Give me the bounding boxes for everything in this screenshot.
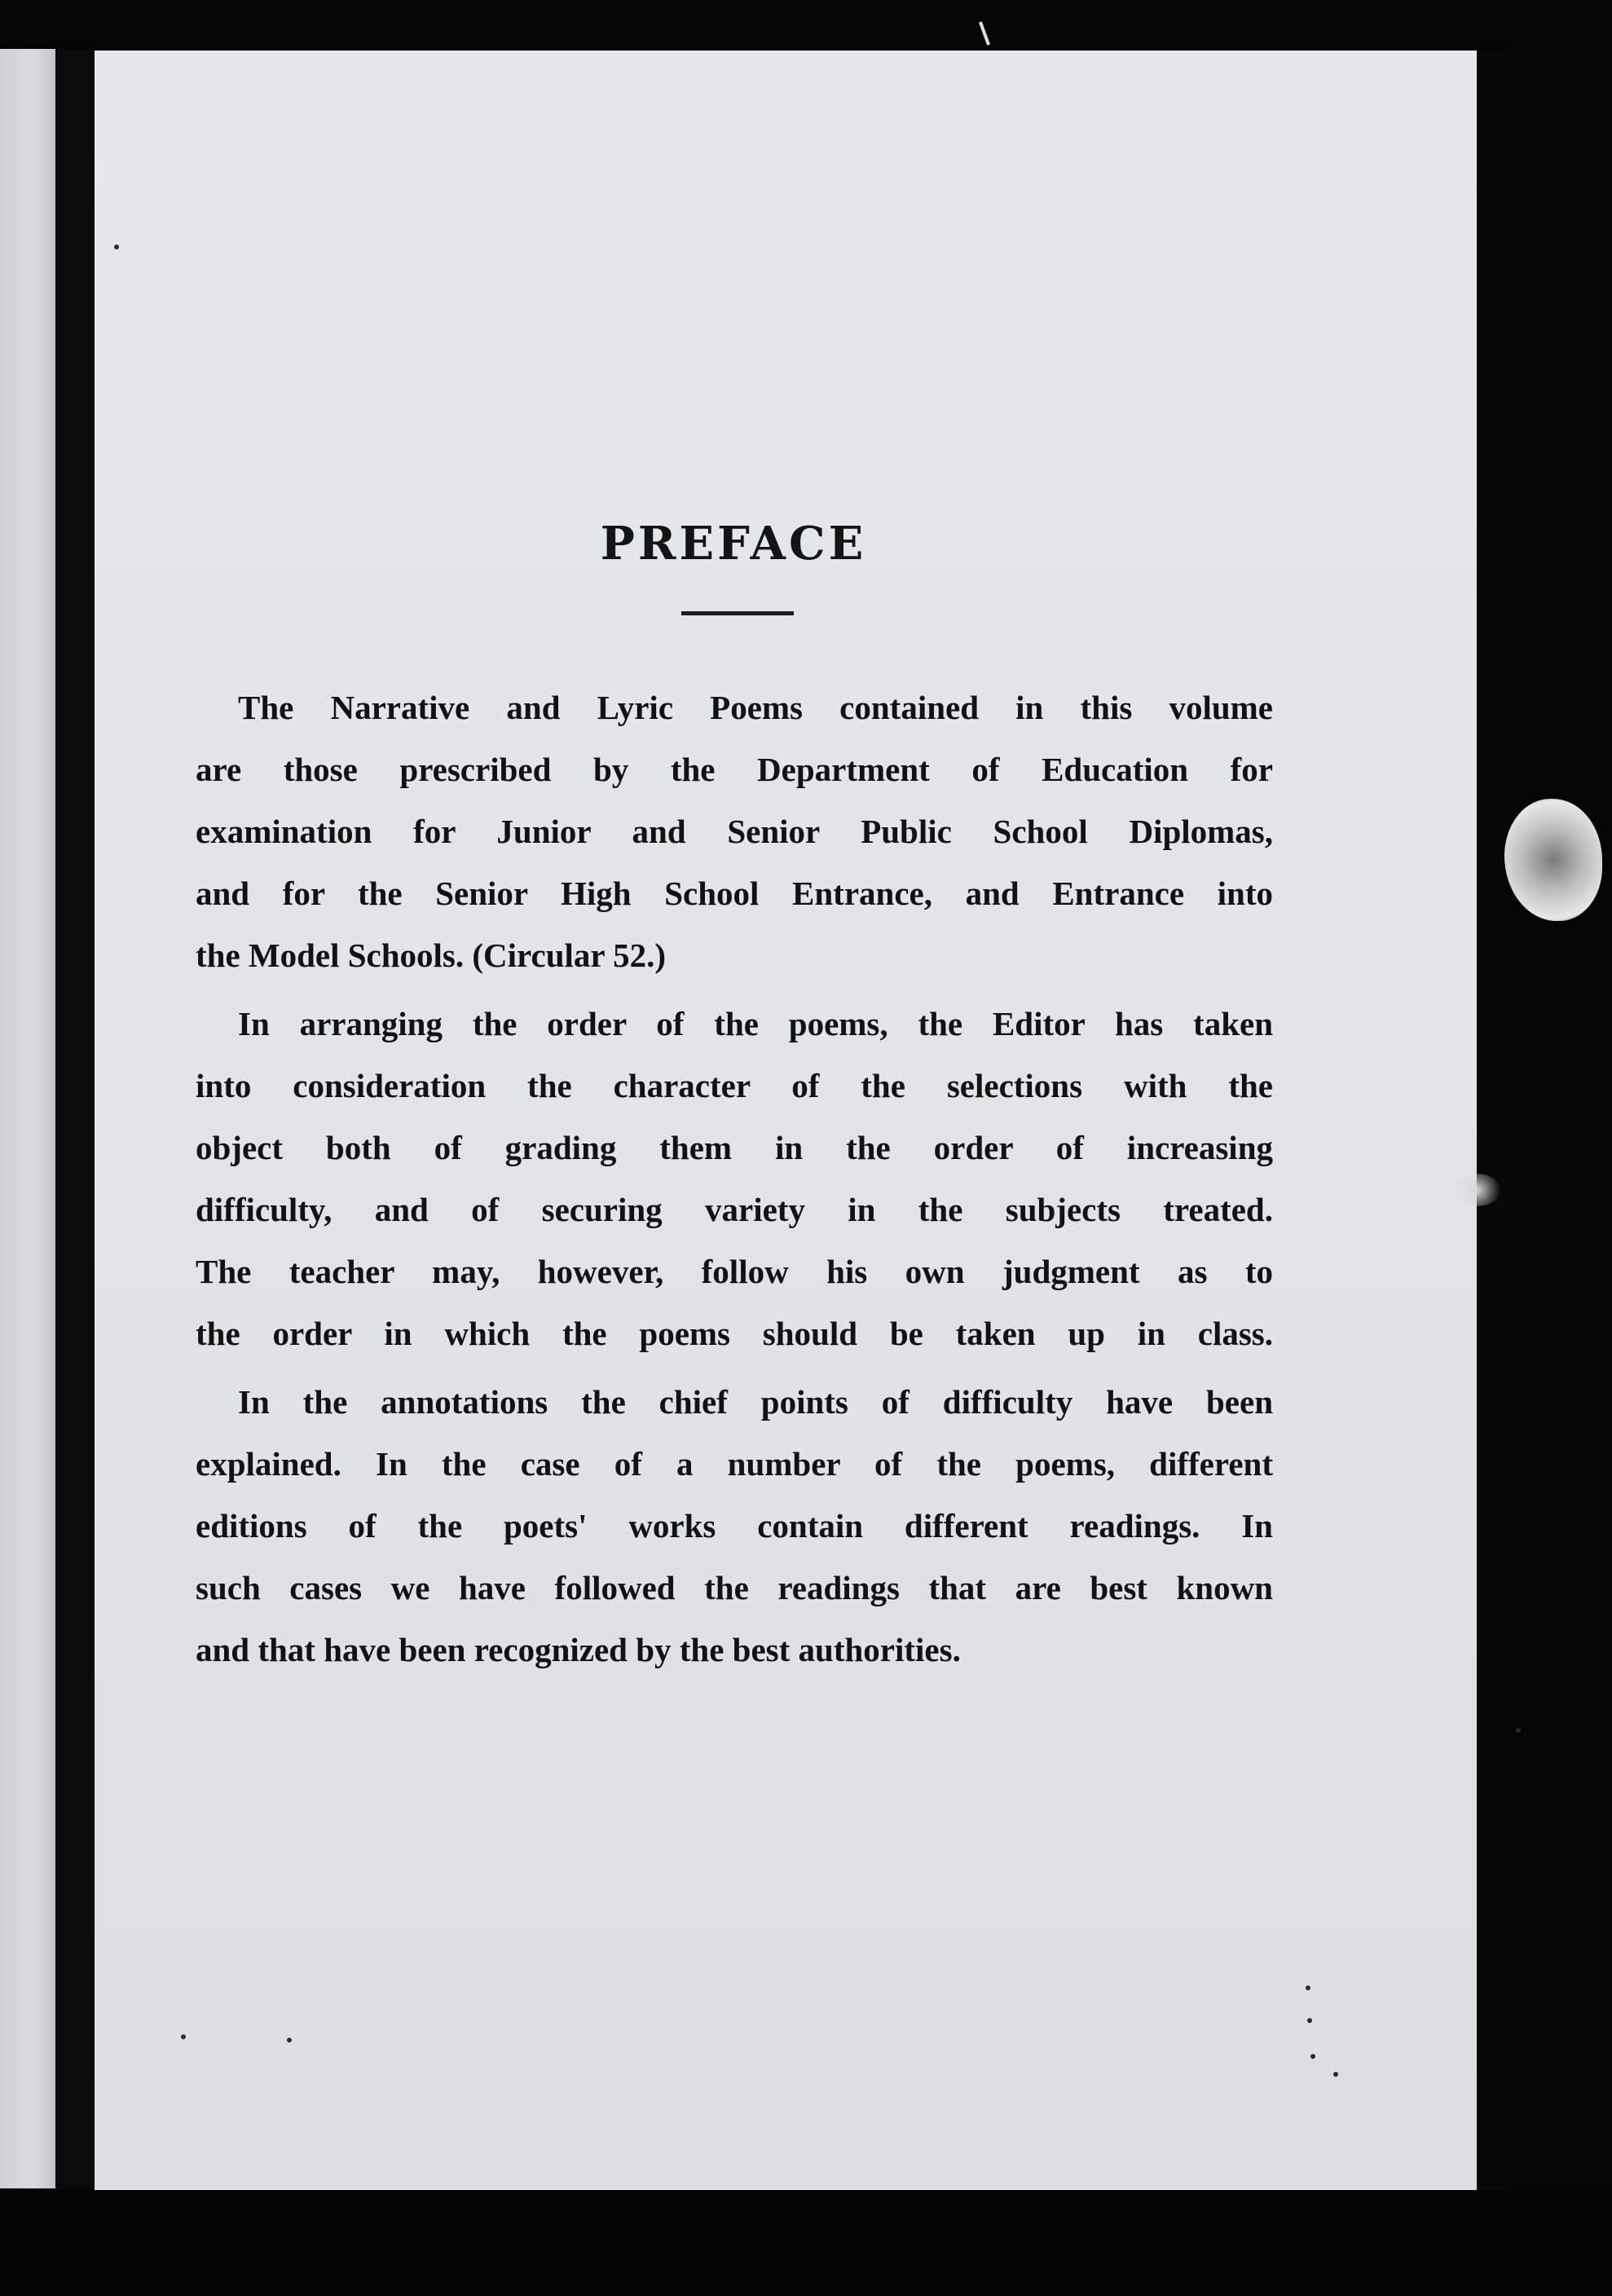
scan-artifact [979, 21, 990, 46]
text-line: difficulty, and of securing variety in the subjects treated. [196, 1191, 1273, 1228]
text-line: In the annotations the chief points of difficulty have been [238, 1383, 1273, 1421]
paragraph-2 [196, 993, 1273, 1364]
text-line: The teacher may, however, follow his own judgment as to [196, 1253, 1273, 1290]
paper-stain [1452, 1174, 1501, 1206]
text-line: the Model Schools. (Circular 52.) [196, 936, 667, 974]
text-line: are those prescribed by the Department of Education for [196, 751, 1273, 788]
text-line: object both of grading them in the order of increasing [196, 1129, 1273, 1166]
paragraph-1 [196, 676, 1273, 986]
text-line: explained. In the case of a number of the poems, different [196, 1445, 1273, 1483]
preface-body [196, 676, 1273, 1681]
scan-speck [1310, 2054, 1315, 2059]
text-line: the order in which the poems should be taken up in class. [196, 1315, 1273, 1352]
text-line: such cases we have followed the readings that are best known [196, 1569, 1273, 1606]
scan-speck [114, 245, 119, 249]
page-gutter-shadow [55, 49, 95, 2188]
scan-speck [1306, 1985, 1310, 1990]
text-line: In arranging the order of the poems, the Editor has taken [238, 1005, 1273, 1042]
paper-stain [1504, 799, 1602, 921]
scan-speck [1307, 2018, 1312, 2023]
text-line: editions of the poets' works contain different readings. In [196, 1507, 1273, 1545]
title-rule [681, 611, 794, 615]
scan-bottom-border [0, 2192, 1612, 2296]
page-title: PREFACE [600, 517, 867, 571]
text-line: The Narrative and Lyric Poems contained in this volume [238, 689, 1273, 726]
page-right-shadow [1477, 51, 1506, 2190]
text-line: and that have been recognized by the best authorities. [196, 1631, 961, 1668]
paragraph-3 [196, 1371, 1273, 1681]
scan-speck [1516, 1728, 1521, 1733]
scan-speck [1333, 2072, 1338, 2077]
scan-speck [181, 2034, 186, 2039]
scan-speck [287, 2038, 292, 2043]
text-line: and for the Senior High School Entrance, and Entrance into [196, 875, 1273, 912]
text-line: examination for Junior and Senior Public School Diplomas, [196, 813, 1273, 850]
adjacent-page-edge [0, 49, 55, 2188]
text-line: into consideration the character of the selections with the [196, 1067, 1273, 1104]
